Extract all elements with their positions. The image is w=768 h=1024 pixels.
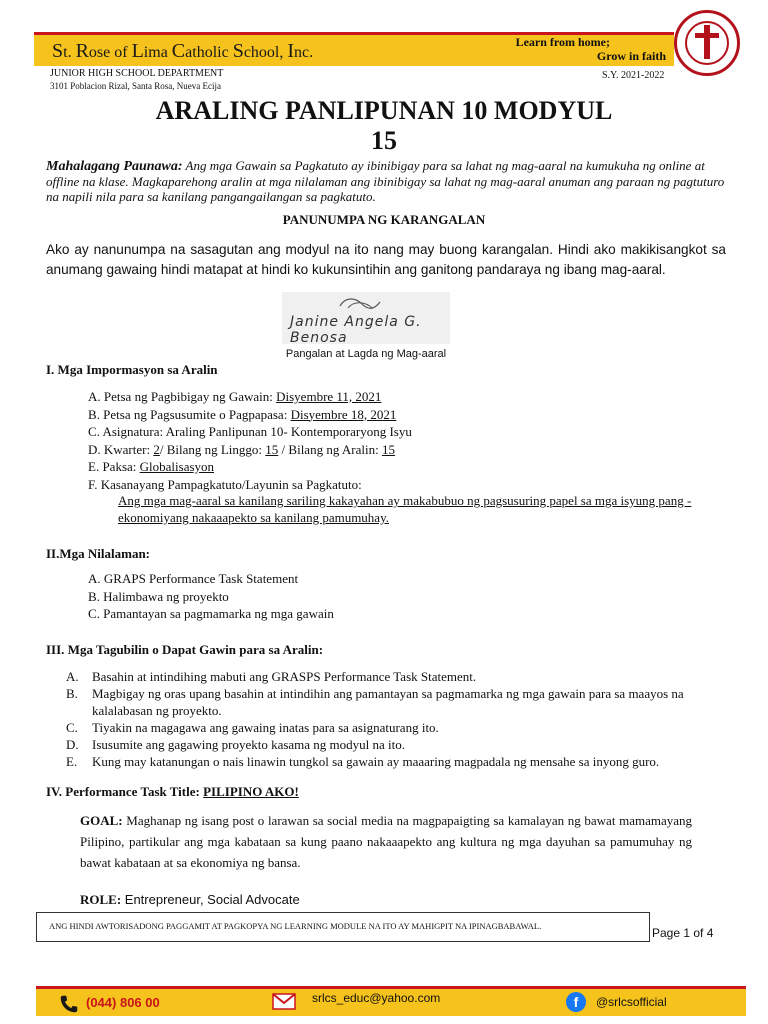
instructions-list [66,668,732,770]
department-name: JUNIOR HIGH SCHOOL DEPARTMENT [50,68,224,79]
signature-name: Janine Angela G. Benosa [290,314,422,346]
copyright-warning: ANG HINDI AWTORISADONG PAGGAMIT AT PAGKOPYA NG LEARNING MODULE NA ITO AY MAHIGPIT NA IPINAGBABAWAL. [49,921,542,931]
signature-image [282,292,450,344]
list-item: D. Kwarter: 2/ Bilang ng Linggo: 15 / Bilang ng Aralin: 15 [88,441,395,457]
list-item: C. Tiyakin na magagawa ang gawaing inatas para sa asignaturang ito. [66,720,439,735]
learning-objective: Ang mga mag-aaral sa kanilang sariling kakayahan ay makabubuo ng pagsusuring papel sa mga isyung pang -ekonomiyang nakaaapekto sa kanilang pamumuhay. [118,493,692,525]
email-icon [272,993,296,1010]
role-label: ROLE: [80,892,122,907]
notice-label: Mahalagang Paunawa: [46,159,183,174]
role-text: Entrepreneur, Social Advocate [121,892,300,907]
section-3-title: III. Mga Tagubilin o Dapat Gawin para sa Aralin: [46,642,324,657]
notice-text: Ang mga Gawain sa Pagkatuto ay ibinibigay para sa lahat ng mag-aaral na kumukuha ng online at offline na klase. Magkaparehong aralin at mga nilalaman ang ibinibigay sa lahat ng mag-aaral anuman ang paraan ng pagtuturo na napili nila para sa kanilang pangangailangan sa pagkatuto. [46,158,725,204]
list-item: C. Asignatura: Araling Panlipunan 10- Kontemporaryong Isyu [88,424,412,439]
section-4-title: IV. Performance Task Title: PILIPINO AKO! [46,784,299,799]
seal-cross-icon [677,13,737,73]
facebook-handle[interactable]: @srlcsofficial [596,995,667,1009]
email-address[interactable]: srlcs_educ@yahoo.com [312,991,441,1005]
list-item: A. Basahin at intindihing mabuti ang GRASPS Performance Task Statement. [66,669,477,684]
oath-title: PANUNUMPA NG KARANGALAN [282,212,486,227]
module-number: 15 [371,126,397,155]
list-item: B. Petsa ng Pagsusumite o Pagpapasa: Disyembre 18, 2021 [88,406,397,422]
section-2-title: II.Mga Nilalaman: [46,546,150,561]
section-1-title: I. Mga Impormasyon sa Aralin [46,362,218,377]
role-line [80,892,300,908]
phone-number[interactable]: (044) 806 00 [86,995,160,1010]
goal-paragraph [80,810,692,873]
school-address: 3101 Poblacion Rizal, Santa Rosa, Nueva Ecija [50,81,221,91]
contents-list [88,570,334,623]
list-item: E. Kung may katanungan o nais linawin tungkol sa gawain ay maaaring magpadala ng mensahe sa inyong guro. [66,754,660,769]
page-number: Page 1 of 4 [652,926,714,940]
list-item: E. Paksa: Globalisasyon [88,459,215,474]
school-year: S.Y. 2021-2022 [602,70,665,81]
oath-text: Ako ay nanunumpa na sasagutan ang modyul na ito nang may buong karangalan. Hindi ako makikisangkot sa anumang gawaing hindi matapat at hindi ko kukunsintihin ang ganitong pandaraya ng ibang mag-aaral. [46,242,726,277]
goal-text: Maghanap ng isang post o larawan sa social media na magpapaigting sa kamalayan ng bawat mamamayang Pilipino, partikular ang mga kabataan sa kung paano nakaaapekto ang kultura ng mga dayuhan sa pamumuhay ng bawat kabataan at sa ekonomiya ng bansa. [80,813,692,870]
list-item: B. Magbigay ng oras upang basahin at intindihin ang pamantayan sa pagmamarka ng mga gawain para sa maayos na kalalabasan ng proyekto. [66,686,684,718]
notice-paragraph [46,158,726,204]
list-item: A. Petsa ng Pagbibigay ng Gawain: Disyembre 11, 2021 [88,389,382,404]
phone-icon [58,993,80,1015]
task-title: PILIPINO AKO! [203,784,299,799]
school-tagline: Learn from home; Grow in faith [515,35,666,63]
school-name: St. Rose of Lima Catholic School, Inc. [52,40,314,62]
signature-caption: Pangalan at Lagda ng Mag-aaral [285,348,447,360]
lesson-info-list [88,388,412,493]
school-seal-icon [674,10,740,76]
list-item: F. Kasanayang Pampagkatuto/Layunin sa Pagkatuto: [88,476,362,492]
department-info [50,68,223,92]
list-item: A. GRAPS Performance Task Statement [88,571,299,586]
facebook-icon: f [566,992,586,1012]
header-bar [34,32,674,66]
copyright-warning-box [36,912,650,942]
list-item: C. Pamantayan sa pagmamarka ng mga gawain [88,606,334,621]
module-title: ARALING PANLIPUNAN 10 MODYUL [155,96,613,125]
list-item: D. Isusumite ang gagawing proyekto kasama ng modyul na ito. [66,737,406,752]
goal-label: GOAL: [80,813,123,828]
list-item: B. Halimbawa ng proyekto [88,588,229,604]
footer-bar [36,986,746,1016]
